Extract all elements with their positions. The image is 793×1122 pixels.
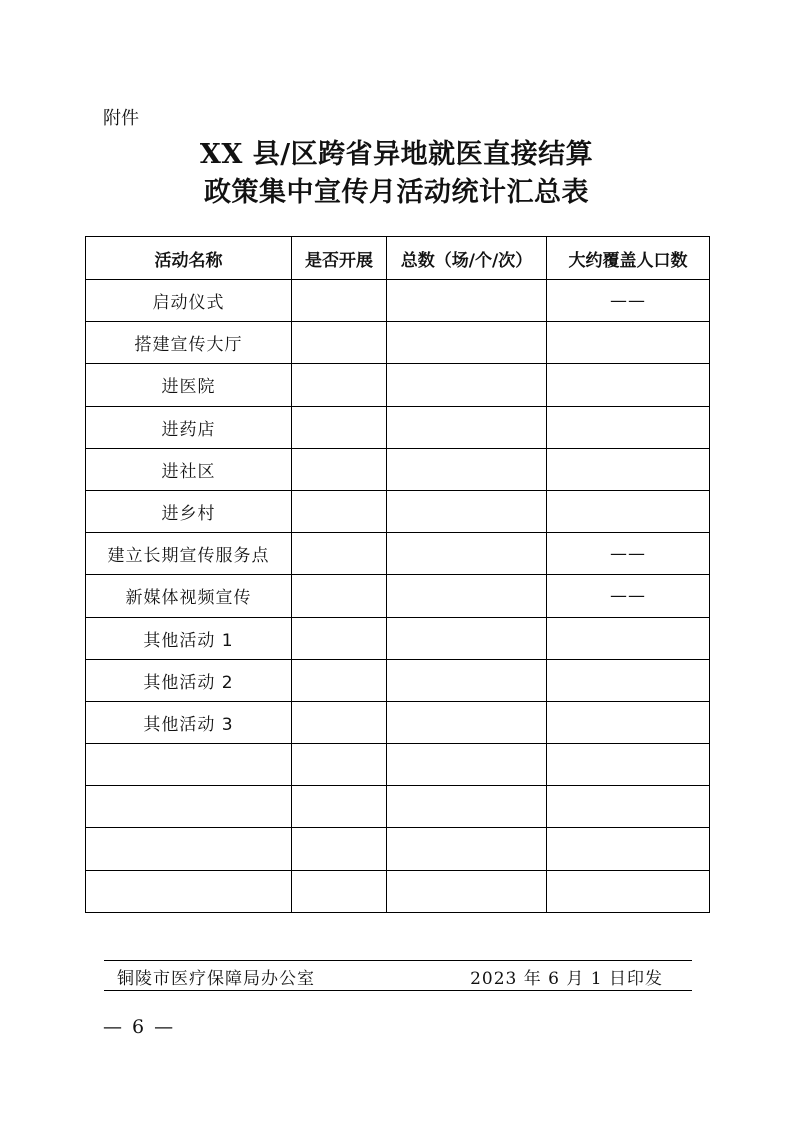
table-header-row [86, 237, 710, 280]
activity-name-cell: 其他活动 1 [86, 617, 292, 659]
total-count-cell [387, 322, 547, 364]
footer-issue-date: 2023 年 6 月 1 日印发 [470, 969, 663, 989]
carried-out-cell [292, 280, 387, 322]
document-title-line-1: XX 县/区跨省异地就医直接结算 [199, 139, 594, 170]
coverage-cell [547, 786, 710, 828]
carried-out-cell [292, 364, 387, 406]
footer-top-rule [104, 960, 692, 961]
activity-name-cell [86, 744, 292, 786]
table-row [86, 280, 710, 322]
activity-name-cell: 进乡村 [86, 490, 292, 532]
header-total-count: 总数（场/个/次） [387, 237, 547, 280]
attachment-label: 附件 [103, 108, 139, 129]
table-row [86, 364, 710, 406]
table-row [86, 828, 710, 870]
activity-name-cell: 其他活动 3 [86, 701, 292, 743]
carried-out-cell [292, 406, 387, 448]
table-row [86, 448, 710, 490]
activity-name-cell [86, 786, 292, 828]
carried-out-cell [292, 701, 387, 743]
carried-out-cell [292, 744, 387, 786]
total-count-cell [387, 786, 547, 828]
total-count-cell [387, 490, 547, 532]
activity-name-cell: 进药店 [86, 406, 292, 448]
total-count-cell [387, 828, 547, 870]
header-coverage: 大约覆盖人口数 [547, 237, 710, 280]
activity-summary-table [85, 236, 710, 913]
total-count-cell [387, 364, 547, 406]
carried-out-cell [292, 659, 387, 701]
total-count-cell [387, 448, 547, 490]
header-activity-name: 活动名称 [86, 237, 292, 280]
total-count-cell [387, 406, 547, 448]
coverage-cell [547, 364, 710, 406]
coverage-cell: —— [547, 533, 710, 575]
activity-name-cell [86, 828, 292, 870]
carried-out-cell [292, 448, 387, 490]
coverage-cell [547, 870, 710, 912]
carried-out-cell [292, 533, 387, 575]
coverage-cell: —— [547, 280, 710, 322]
table-row [86, 575, 710, 617]
coverage-cell [547, 659, 710, 701]
coverage-cell [547, 406, 710, 448]
total-count-cell [387, 533, 547, 575]
table-row [86, 617, 710, 659]
activity-name-cell: 启动仪式 [86, 280, 292, 322]
coverage-cell [547, 701, 710, 743]
table-row [86, 533, 710, 575]
activity-name-cell: 新媒体视频宣传 [86, 575, 292, 617]
document-title-line-2: 政策集中宣传月活动统计汇总表 [204, 177, 589, 208]
total-count-cell [387, 617, 547, 659]
carried-out-cell [292, 322, 387, 364]
coverage-cell [547, 617, 710, 659]
table-row [86, 490, 710, 532]
coverage-cell [547, 744, 710, 786]
total-count-cell [387, 659, 547, 701]
table-row [86, 701, 710, 743]
carried-out-cell [292, 575, 387, 617]
header-carried-out: 是否开展 [292, 237, 387, 280]
total-count-cell [387, 744, 547, 786]
activity-name-cell: 建立长期宣传服务点 [86, 533, 292, 575]
coverage-cell [547, 448, 710, 490]
page-number: — 6 — [103, 1016, 176, 1038]
carried-out-cell [292, 828, 387, 870]
footer-issuer: 铜陵市医疗保障局办公室 [117, 969, 315, 989]
activity-name-cell: 进社区 [86, 448, 292, 490]
table-row [86, 744, 710, 786]
total-count-cell [387, 701, 547, 743]
coverage-cell [547, 322, 710, 364]
total-count-cell [387, 280, 547, 322]
coverage-cell [547, 490, 710, 532]
table-row [86, 659, 710, 701]
table-row [86, 322, 710, 364]
carried-out-cell [292, 870, 387, 912]
footer-bottom-rule [104, 990, 692, 991]
activity-name-cell [86, 870, 292, 912]
total-count-cell [387, 575, 547, 617]
activity-name-cell: 搭建宣传大厅 [86, 322, 292, 364]
carried-out-cell [292, 786, 387, 828]
total-count-cell [387, 870, 547, 912]
table-row [86, 406, 710, 448]
activity-name-cell: 进医院 [86, 364, 292, 406]
carried-out-cell [292, 617, 387, 659]
carried-out-cell [292, 490, 387, 532]
coverage-cell [547, 828, 710, 870]
activity-name-cell: 其他活动 2 [86, 659, 292, 701]
table-row [86, 786, 710, 828]
table-row [86, 870, 710, 912]
coverage-cell: —— [547, 575, 710, 617]
